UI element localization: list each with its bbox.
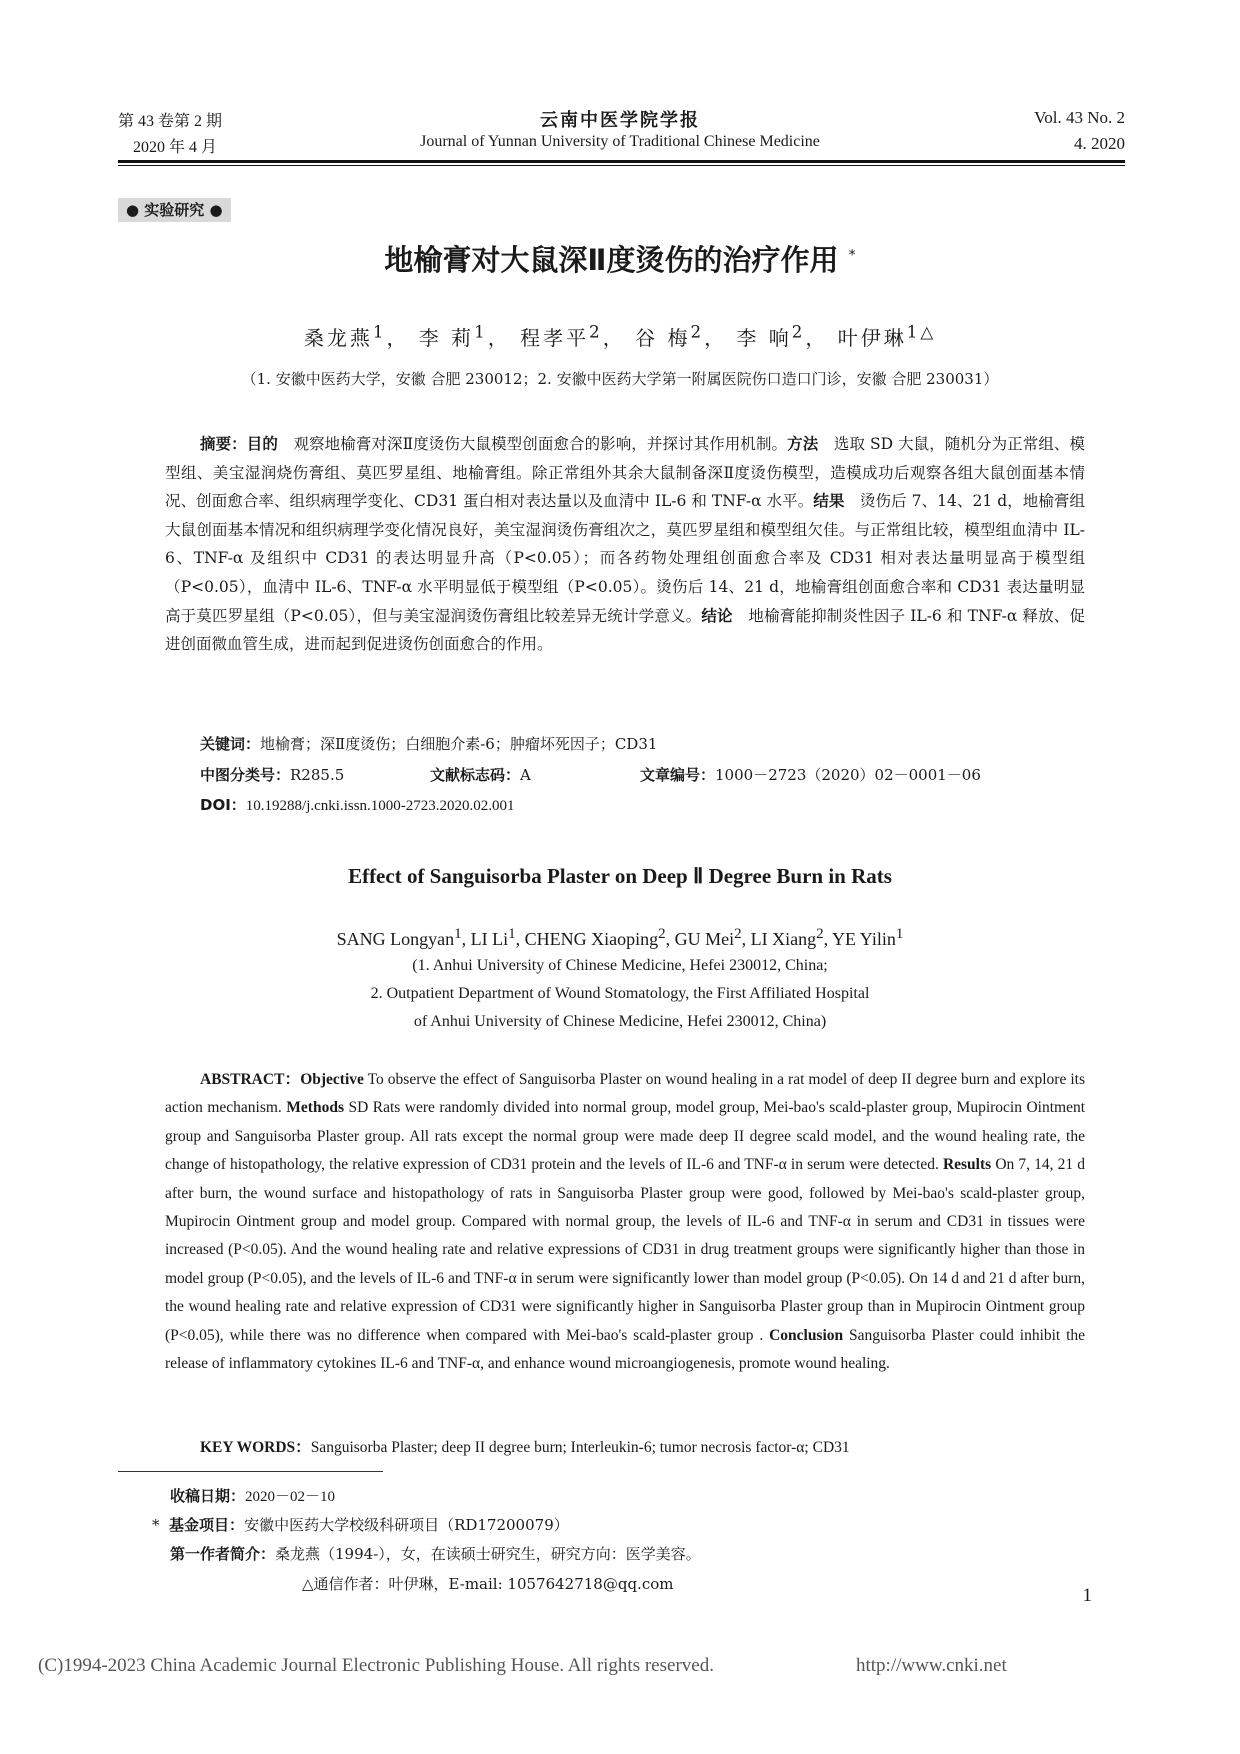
clc-code	[200, 764, 344, 785]
author	[303, 322, 387, 350]
date-en: 4. 2020	[1074, 134, 1125, 153]
doi	[200, 794, 515, 815]
author-affil-mark: 2	[734, 926, 742, 942]
keywords-en	[200, 1435, 850, 1457]
author	[831, 926, 904, 949]
abstract-cn	[165, 430, 1085, 659]
author-list-en: SANG Longyan$^1$, LI Li$^1$, CHENG Xiaoping$^2$, GU Mei$^2$, LI Xiang$^2$, YE Yilin$^1$	[336, 926, 904, 949]
abstract-label: 摘要：	[200, 435, 247, 453]
journal-title-en: Journal of Yunnan University of Traditional Chinese Medicine	[420, 133, 820, 150]
author-affil-mark: 2	[791, 322, 806, 342]
author-affil-mark: 1△	[906, 322, 937, 342]
objective-label: Objective	[300, 1071, 364, 1088]
author-name: 李 响	[736, 326, 792, 350]
doi-value: 10.19288/j.cnki.issn.1000-2723.2020.02.001	[245, 798, 515, 814]
author-affil-mark: 1	[508, 926, 516, 942]
author-affil-mark: 2	[589, 322, 603, 342]
keywords-text: 地榆膏；深Ⅱ度烫伤；白细胞介素-6；肿瘤坏死因子；CD31	[260, 735, 658, 753]
date-cn: 2020 年 4 月	[133, 139, 218, 156]
results-text: On 7, 14, 21 d after burn, the wound surface and histopathology of rats in Sanguisorba Plaster group were good, followed by Mei-bao's scald-plaster group, Mupirocin Ointment group and model group. Compared with normal group, the levels of IL-6 and TNF-α in serum and CD31 in tissues were increased (P<0.05). And the wound healing rate and relative expressions of CD31 in drug treatment groups were significantly higher than those in model group (P<0.05), and the levels of IL-6 and TNF-α in serum were significantly lower than model group (P<0.05). On 14 d and 21 d after burn, the wound healing rate and relative expression of CD31 were significantly higher in Sanguisorba Plaster group than in Mupirocin Ointment group (P<0.05), while there was no difference when compared with Mei-bao's scald-plaster group .	[165, 1156, 1085, 1344]
fund-label: 基金项目：	[169, 1516, 245, 1534]
volume-en: Vol. 43 No. 2	[1034, 108, 1125, 127]
doc-code	[430, 764, 531, 785]
methods-text: SD Rats were randomly divided into normal group, model group, Mei-bao's scald-plaster group, Mupirocin Ointment group and Sanguisorba Plaster group. All rats except the normal group were made deep II degree scald model, and the wound healing rate, the change of histopathology, the relative expression of CD31 protein and the levels of IL-6 and TNF-α in serum were detected.	[165, 1099, 1086, 1174]
author-name: LI Li	[470, 929, 509, 949]
fund-mark: *	[152, 1516, 160, 1534]
journal-title-cn: 云南中医学院学报	[540, 110, 700, 131]
abstract-en	[165, 1066, 1085, 1378]
paper-title-en: Effect of Sanguisorba Plaster on Deep Ⅱ Degree Burn in Rats	[348, 864, 892, 888]
doi-label: DOI：	[200, 796, 246, 814]
keywords-text: Sanguisorba Plaster; deep II degree burn; Interleukin-6; tumor necrosis factor-α; CD31	[310, 1439, 850, 1456]
first-author-value: 桑龙燕（1994-），女，在读硕士研究生，研究方向：医学美容。	[275, 1545, 701, 1563]
keywords-label: KEY WORDS：	[200, 1439, 311, 1456]
author	[736, 322, 806, 350]
fund-value: 安徽中医药大学校级科研项目（RD17200079）	[244, 1516, 569, 1534]
methods-label: 方法	[787, 435, 819, 453]
author-name: YE Yilin	[831, 929, 896, 949]
author	[336, 926, 462, 949]
conclusion-label: Conclusion	[769, 1326, 844, 1344]
author-name: 叶伊琳	[837, 326, 907, 350]
fund-project	[152, 1514, 569, 1535]
author-name: CHENG Xiaoping	[524, 929, 659, 949]
paper-title-cn	[0, 238, 1240, 279]
clc-label: 中图分类号：	[200, 766, 291, 784]
article-no-value: 1000－2723（2020）02－0001－06	[715, 766, 981, 784]
abstract-label: ABSTRACT：	[200, 1071, 301, 1088]
article-no-label: 文章编号：	[640, 766, 716, 784]
author-affil-mark: 1	[895, 926, 904, 942]
affiliation-en-line: 2. Outpatient Department of Wound Stomatology, the First Affiliated Hospital	[370, 985, 870, 1002]
author-name: 桑龙燕	[303, 326, 373, 350]
conclusion-text: Sanguisorba Plaster could inhibit the release of inflammatory cytokines IL-6 and TNF-α, and enhance wound microangiogenesis, promote wound healing.	[165, 1326, 1086, 1373]
author-affil-mark: 2	[690, 322, 705, 342]
received-date	[170, 1485, 335, 1506]
received-label: 收稿日期：	[170, 1487, 246, 1505]
author-affil-mark: 2	[816, 926, 824, 942]
author-list-cn: 桑龙燕$^1$， 李 莉$^1$， 程孝平$^2$， 谷 梅$^2$， 李 响$^2$， 叶伊琳$^{1\triangle}$	[303, 322, 937, 350]
author	[470, 926, 516, 949]
copyright-link[interactable]: http://www.cnki.net	[856, 1655, 1007, 1676]
author	[520, 322, 603, 350]
objective-label: 目的	[246, 435, 278, 453]
methods-label: Methods	[286, 1099, 344, 1117]
first-author-label: 第一作者简介：	[170, 1545, 276, 1563]
author	[418, 322, 488, 350]
author	[524, 926, 666, 949]
author	[635, 322, 705, 350]
author	[750, 926, 824, 949]
copyright-notice: (C)1994-2023 China Academic Journal Electronic Publishing House. All rights reserved.	[38, 1655, 714, 1676]
affiliation-en-line: of Anhui University of Chinese Medicine, Hefei 230012, China)	[413, 1013, 827, 1030]
header-rule-thin	[118, 165, 1125, 166]
author-affil-mark: 1	[474, 322, 488, 342]
author-name: 程孝平	[520, 326, 590, 350]
affiliation-en-line: (1. Anhui University of Chinese Medicine, Hefei 230012, China;	[412, 957, 828, 974]
title-fund-mark: *	[848, 247, 856, 264]
author-name: LI Xiang	[750, 929, 817, 949]
conclusion-text: 地榆膏能抑制炎性因子 IL-6 和 TNF-α 释放、促进创面微血管生成，进而起到促进烫伤创面愈合的作用。	[165, 606, 1085, 654]
title-text: 地榆膏对大鼠深Ⅱ度烫伤的治疗作用	[384, 243, 839, 277]
affiliation-cn: （1. 安徽中医药大学，安徽 合肥 230012；2. 安徽中医药大学第一附属医院伤口造口门诊，安徽 合肥 230031）	[241, 370, 999, 388]
methods-text: 选取 SD 大鼠，随机分为正常组、模型组、美宝湿润烧伤膏组、莫匹罗星组、地榆膏组。除正常组外其余大鼠制备深Ⅱ度烫伤模型，造模成功后观察各组大鼠创面基本情况、创面愈合率、组织病理学变化、CD31 蛋白相对表达量以及血清中 IL-6 和 TNF-α 水平。	[165, 435, 1085, 511]
clc-value: R285.5	[290, 766, 345, 784]
issue-cn: 第 43 卷第 2 期	[118, 113, 223, 130]
author-affil-mark: 2	[658, 926, 666, 942]
conclusion-label: 结论	[701, 606, 733, 625]
doc-code-label: 文献标志码：	[430, 766, 521, 784]
results-label: 结果	[813, 492, 845, 511]
objective-text: 观察地榆膏对深Ⅱ度烫伤大鼠模型创面愈合的影响，并探讨其作用机制。	[293, 435, 788, 453]
keywords-label: 关键词：	[200, 735, 261, 753]
results-label: Results	[942, 1156, 992, 1174]
author-name: GU Mei	[674, 929, 735, 949]
first-author-bio	[170, 1543, 701, 1564]
author	[837, 322, 937, 350]
corresponding-author: △通信作者：叶伊琳，E-mail: 1057642718@qq.com	[302, 1575, 674, 1593]
page-number: 1	[1082, 1585, 1092, 1606]
author-name: SANG Longyan	[336, 929, 455, 949]
author-name: 谷 梅	[635, 326, 691, 350]
results-text: 烫伤后 7、14、21 d，地榆膏组大鼠创面基本情况和组织病理学变化情况良好，美宝湿润烫伤膏组次之，莫匹罗星组和模型组欠佳。与正常组比较，模型组血清中 IL-6、TNF-α 及组织中 CD31 的表达明显升高（P<0.05）；而各药物处理组创面愈合率及 CD31 相对表达量明显高于模型组（P<0.05），血清中 IL-6、TNF-α 水平明显低于模型组（P<0.05）。烫伤后 14、21 d，地榆膏组创面愈合率和 CD31 表达量明显高于莫匹罗星组（P<0.05），但与美宝湿润烫伤膏组比较差异无统计学意义。	[165, 492, 1085, 625]
author-affil-mark: 1	[454, 926, 462, 942]
header-rule-thick	[118, 160, 1125, 163]
author	[674, 926, 742, 949]
author-affil-mark: 1	[372, 322, 387, 342]
doc-code-value: A	[520, 766, 531, 784]
footnote-rule	[118, 1471, 383, 1472]
keywords-cn	[200, 733, 657, 754]
received-value: 2020－02－10	[245, 1489, 336, 1505]
section-tag: ● 实验研究 ●	[118, 198, 231, 222]
author-name: 李 莉	[418, 326, 475, 350]
article-number	[640, 764, 981, 785]
objective-text: To observe the effect of Sanguisorba Plaster on wound healing in a rat model of deep II degree burn and explore its action mechanism.	[165, 1071, 1085, 1117]
